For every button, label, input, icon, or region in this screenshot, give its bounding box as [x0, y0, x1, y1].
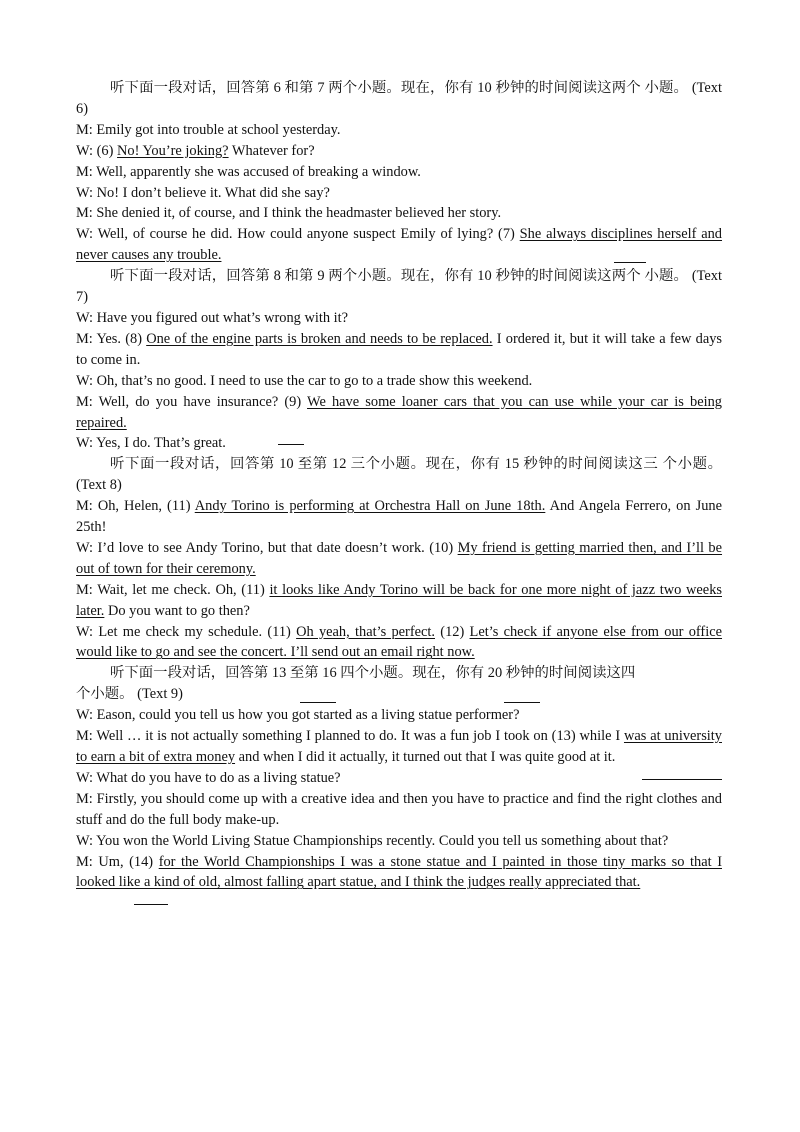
- dialogue-line: [76, 580, 722, 622]
- dialogue-line: M: Firstly, you should come up with a creative idea and then you have to practice and find the right clothes and stuff and do the full body make-up.: [76, 790, 722, 828]
- underlined-answer: No! You’re joking?: [117, 142, 229, 159]
- line-text: W: I’d love to see Andy Torino, but that date doesn’t work. (10): [76, 539, 458, 556]
- line-text: M: Oh, Helen, (11): [76, 498, 195, 515]
- dialogue-line: W: Oh, that’s no good. I need to use the car to go to a trade show this weekend.: [76, 372, 533, 389]
- blank-line: [76, 893, 722, 914]
- dialogue-line: [76, 768, 722, 789]
- underlined-answer: One of the engine parts is broken and needs to be replaced.: [146, 330, 493, 347]
- answer-blank: [300, 702, 336, 703]
- line-text: W: Yes, I do. That’s great.: [76, 435, 226, 452]
- line-text: M: Um, (14): [76, 853, 159, 870]
- underlined-answer: We have some loaner cars that you can use while your car is being repaired.: [76, 393, 722, 431]
- dialogue-line: M: Emily got into trouble at school yesterday.: [76, 121, 341, 138]
- line-text: W: What do you have to do as a living statue?: [76, 769, 341, 786]
- dialogue-line: [76, 141, 722, 162]
- underlined-answer: My friend is getting married then, and I’ll be out of town for their ceremony.: [76, 539, 723, 577]
- dialogue-line: [76, 496, 722, 538]
- dialogue-line: M: She denied it, of course, and I think the headmaster believed her story.: [76, 205, 502, 222]
- dialogue-line: [76, 329, 722, 371]
- dialogue-line: W: Eason, could you tell us how you got started as a living statue performer?: [76, 707, 520, 724]
- dialogue-line: [76, 433, 722, 454]
- dialogue-line: [76, 852, 722, 894]
- dialogue-line: [76, 622, 722, 664]
- line-text: I ordered it, but it will take a few days to come in.: [76, 330, 723, 368]
- dialogue-line: M: Well, apparently she was accused of breaking a window.: [76, 163, 421, 180]
- dialogue-line: [76, 726, 722, 768]
- line-text: W: Let me check my schedule. (11): [76, 623, 297, 640]
- underlined-answer: for the World Championships I was a stone statue and I painted in those tiny marks so that I looked like a kind of old, almost falling apart statue, and I think the judges really appreciated that.: [76, 853, 722, 891]
- dialogue-line: [76, 224, 722, 266]
- line-text: (12): [435, 623, 470, 640]
- underlined-answer: Andy Torino is performing at Orchestra Hall on June 18th.: [194, 498, 546, 515]
- underlined-answer: She always disciplines herself and never causes any trouble.: [76, 226, 723, 264]
- line-text: Do you want to go then?: [104, 602, 250, 619]
- dialogue-line: W: You won the World Living Statue Championships recently. Could you tell us something about that?: [76, 832, 669, 849]
- section-instruction: 听下面一段对话，回答第 10 至第 12 三个小题。现在，你有 15 秒钟的时间阅读这三 个小题。 (Text 8): [76, 456, 722, 494]
- document-page: [76, 78, 722, 914]
- line-text: and when I did it actually, it turned out that I was quite good at it.: [235, 749, 616, 765]
- line-text: W: (6): [76, 142, 118, 159]
- answer-blank: [642, 778, 722, 780]
- section-instruction: 听下面一段对话，回答第 8 和第 9 两个小题。现在，你有 10 秒钟的时间阅读这两个 小题。 (Text 7): [76, 268, 722, 306]
- line-text: M: Well … it is not actually something I planned to do. It was a fun job I took on (13) while I: [76, 728, 624, 745]
- underlined-answer: Oh yeah, that’s perfect.: [296, 623, 435, 640]
- line-text: M: Wait, let me check. Oh, (11): [76, 581, 270, 598]
- line-text: M: Yes. (8): [76, 330, 147, 347]
- line-text: W: Well, of course he did. How could anyone suspect Emily of lying? (7): [76, 226, 520, 243]
- answer-blank: [278, 443, 304, 445]
- underlined-answer: Let’s check if anyone else from our office would like to go and see the concert. I’ll send out an email right now.: [76, 623, 723, 661]
- line-text: And Angela Ferrero, on June 25th!: [76, 498, 722, 536]
- dialogue-line: [76, 538, 722, 580]
- dialogue-line: [76, 392, 722, 434]
- answer-blank: [134, 903, 168, 905]
- section-instruction: 听下面一段对话，回答第 6 和第 7 两个小题。现在，你有 10 秒钟的时间阅读这两个 小题。 (Text 6): [76, 80, 722, 117]
- dialogue-line: W: Have you figured out what’s wrong with it?: [76, 309, 349, 326]
- answer-blank: [614, 262, 646, 263]
- line-text: M: Well, do you have insurance? (9): [76, 393, 308, 410]
- section-instruction-cont: 个小题。 (Text 9): [76, 686, 183, 703]
- underlined-answer: was at university to earn a bit of extra money: [76, 728, 722, 765]
- section-instruction: 听下面一段对话，回答第 13 至第 16 四个小题。现在，你有 20 秒钟的时间阅读这四: [110, 665, 636, 682]
- line-text: Whatever for?: [228, 142, 315, 159]
- answer-blank: [504, 702, 540, 703]
- underlined-answer: it looks like Andy Torino will be back for one more night of jazz two weeks later.: [76, 581, 722, 619]
- dialogue-line: W: No! I don’t believe it. What did she say?: [76, 184, 330, 201]
